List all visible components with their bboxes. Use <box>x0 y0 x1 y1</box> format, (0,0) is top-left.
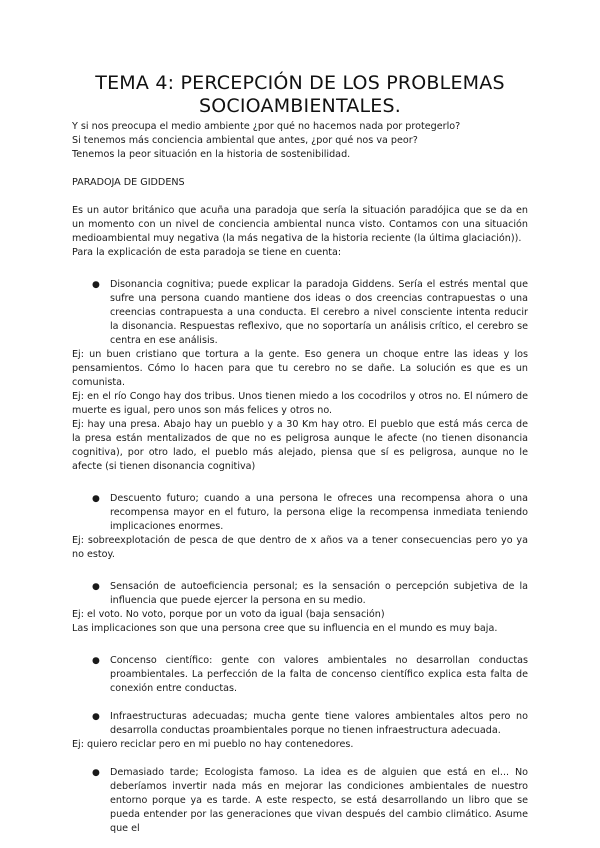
explain-line: Para la explicación de esta paradoja se tiene en cuenta: <box>72 247 342 258</box>
bullet-concenso: Concenso científico: gente con valores ambientales no desarrollan conductas proambientales. La perfección de la falta de concenso científico explica esta falta de conexión entre conductas. <box>110 655 528 694</box>
intro-line: Y si nos preocupa el medio ambiente ¿por qué no hacemos nada por protegerlo? <box>72 121 461 132</box>
bullet-list <box>72 766 528 836</box>
example-line: Ej: el voto. No voto, porque por un voto da igual (baja sensación) <box>72 609 385 620</box>
implicaciones-line: Las implicaciones son que una persona cree que su influencia en el mundo es muy baja. <box>72 623 498 634</box>
title-line-2: SOCIOAMBIENTALES. <box>199 95 401 117</box>
bullet-icon: ● <box>92 280 100 290</box>
bullet-demasiado-tarde: Demasiado tarde; Ecologista famoso. La idea es de alguien que está en el... No deberíamos invertir nada más en mejorar las condiciones ambientales de nuestro entorno porque ya es tarde. A este respecto, se está desarrollando un libro que se pueda entender por las generaciones que vivan después del cambio climático. Asume que el <box>110 767 528 834</box>
document-body <box>72 120 528 836</box>
bullet-list <box>72 278 528 348</box>
example-line: Ej: sobreexplotación de pesca de que dentro de x años va a tener consecuencias pero yo ya no estoy. <box>72 535 528 560</box>
bullet-list <box>72 580 528 608</box>
bullet-icon: ● <box>92 656 100 666</box>
list-item <box>72 492 528 534</box>
bullet-autoeficiencia: Sensación de autoeficiencia personal; es la sensación o percepción subjetiva de la influencia que puede ejercer la persona en su medio. <box>110 581 528 606</box>
bullet-list <box>72 492 528 534</box>
list-item <box>72 710 528 738</box>
bullet-disonancia: Disonancia cognitiva; puede explicar la paradoja Giddens. Sería el estrés mental que sufre una persona cuando mantiene dos ideas o dos creencias contrapuestas o una creencias contrapuesta a una conducta. El cerebro a nivel consciente intenta reducir la disonancia. Respuestas reflexivo, que no soportaría un análisis crítico, el cerebro se centra en ese análisis. <box>110 279 528 346</box>
bullet-icon: ● <box>92 494 100 504</box>
example-line: Ej: quiero reciclar pero en mi pueblo no hay contenedores. <box>72 739 354 750</box>
bullet-descuento: Descuento futuro; cuando a una persona le ofreces una recompensa ahora o una recompensa mayor en el futuro, la persona elige la recompensa inmediata teniendo implicaciones enormes. <box>110 493 528 532</box>
bullet-icon: ● <box>92 582 100 592</box>
section-heading: PARADOJA DE GIDDENS <box>72 177 185 188</box>
bullet-list <box>72 654 528 696</box>
example-line: Ej: hay una presa. Abajo hay un pueblo y a 30 Km hay otro. El pueblo que está más cerca de la presa están mentalizados de que no es peligrosa aunque le afecte (no tienen disonancia cognitiva), por otro lado, el pueblo más alejado, piensa que sí es peligrosa, aunque no le afecte (si tienen disonancia cognitiva) <box>72 419 528 472</box>
example-line: Ej: un buen cristiano que tortura a la gente. Eso genera un choque entre las ideas y los pensamientos. Cómo lo hacen para que tu cerebro no se dañe. La solución es que es un comunista. <box>72 349 528 388</box>
example-line: Ej: en el río Congo hay dos tribus. Unos tienen miedo a los cocodrilos y otros no. El número de muerte es igual, pero unos son más felices y otros no. <box>72 391 528 416</box>
bullet-icon: ● <box>92 712 100 722</box>
list-item <box>72 278 528 348</box>
list-item <box>72 766 528 836</box>
list-item <box>72 654 528 696</box>
intro-line: Tenemos la peor situación en la historia de sostenibilidad. <box>72 149 351 160</box>
intro-line: Si tenemos más conciencia ambiental que antes, ¿por qué nos va peor? <box>72 135 418 146</box>
bullet-icon: ● <box>92 768 100 778</box>
giddens-paragraph: Es un autor británico que acuña una paradoja que sería la situación paradójica que se da en un momento con un nivel de conciencia ambiental nunca visto. Contamos con una situación medioambiental muy negativa (la más negativa de la historia reciente (la última glaciación)). <box>72 205 528 244</box>
list-item <box>72 580 528 608</box>
page-title <box>60 72 540 118</box>
title-line-1: TEMA 4: PERCEPCIÓN DE LOS PROBLEMAS <box>95 72 505 94</box>
bullet-list <box>72 710 528 738</box>
bullet-infraestructuras: Infraestructuras adecuadas; mucha gente tiene valores ambientales altos pero no desarrolla conductas proambientales porque no tienen infraestructura adecuada. <box>110 711 528 736</box>
